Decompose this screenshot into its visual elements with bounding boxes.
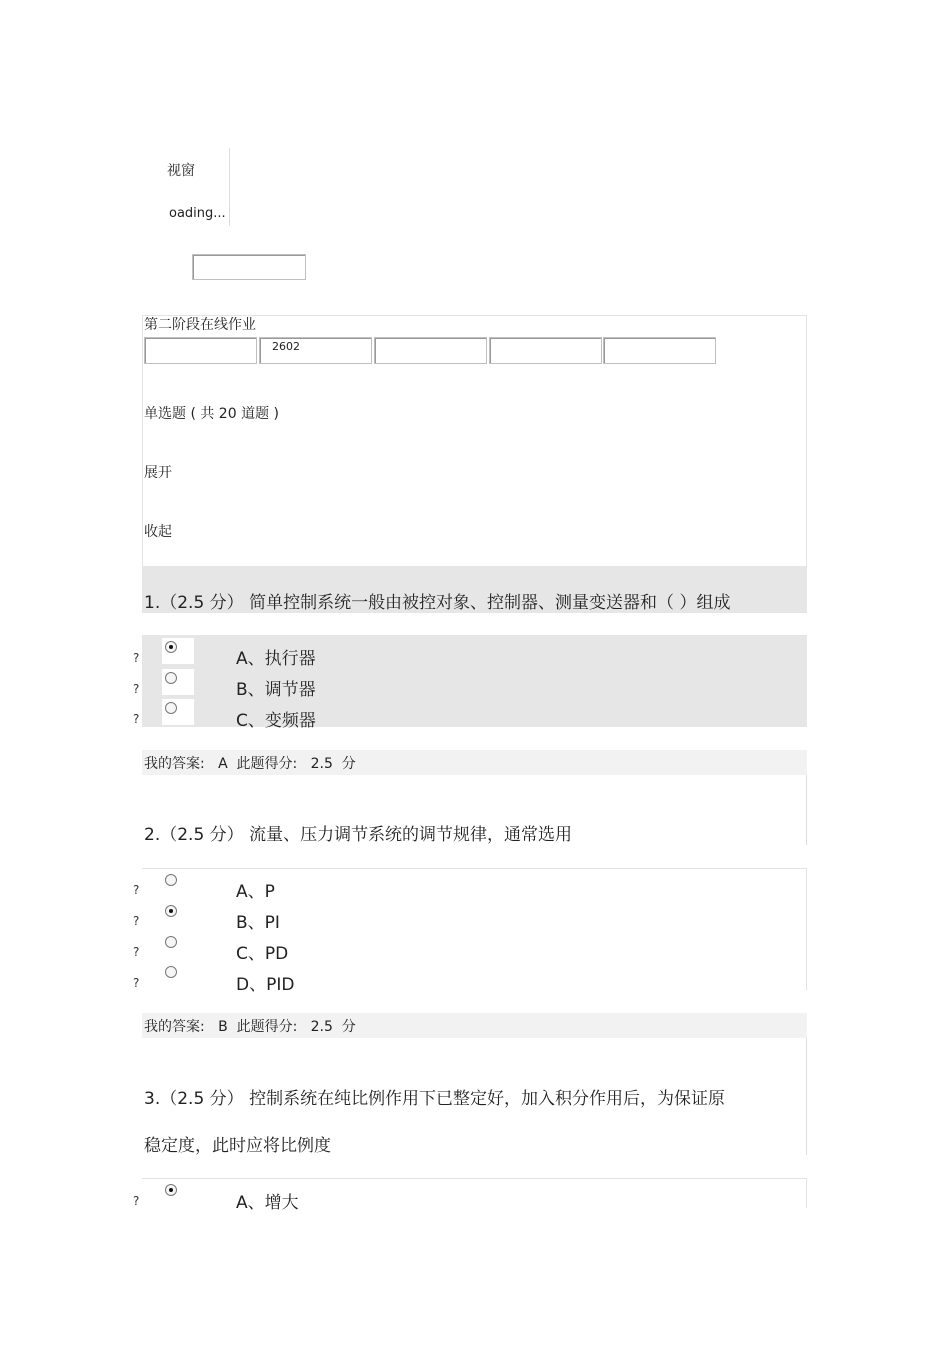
- question-3-prompt-line1: 3.（2.5 分） 控制系统在纯比例作用下已整定好，加入积分作用后，为保证原: [144, 1089, 726, 1109]
- unknown-glyph: ?: [133, 914, 140, 928]
- divider: [229, 148, 230, 226]
- assignment-title: 第二阶段在线作业: [144, 317, 256, 333]
- header-input-box[interactable]: [192, 254, 306, 280]
- unknown-glyph: ?: [133, 712, 140, 726]
- q3-option-a-radio[interactable]: [162, 1181, 194, 1207]
- collapse-link[interactable]: 收起: [144, 524, 172, 540]
- question-1-prompt: 1.（2.5 分） 简单控制系统一般由被控对象、控制器、测量变送器和（ ）组成: [144, 593, 731, 613]
- unknown-glyph: ?: [133, 1194, 140, 1208]
- unknown-glyph: ?: [133, 976, 140, 990]
- q2-option-b[interactable]: B、PI: [236, 913, 280, 933]
- q1-option-a-radio[interactable]: [162, 638, 194, 664]
- q1-option-c[interactable]: C、变频器: [236, 711, 316, 731]
- assignment-field-1[interactable]: [144, 337, 257, 364]
- question-2-prompt: 2.（2.5 分） 流量、压力调节系统的调节规律，通常选用: [144, 825, 573, 845]
- q1-option-c-radio[interactable]: [162, 699, 194, 725]
- q1-answer: 我的答案: A 此题得分: 2.5 分: [144, 756, 356, 772]
- q2-option-a[interactable]: A、P: [236, 882, 275, 902]
- q2-option-d-radio[interactable]: [162, 963, 194, 989]
- loading-text: oading...: [169, 206, 226, 221]
- q2-option-b-radio[interactable]: [162, 902, 194, 928]
- unknown-glyph: ?: [133, 945, 140, 959]
- q2-option-c[interactable]: C、PD: [236, 944, 289, 964]
- q2-answer: 我的答案: B 此题得分: 2.5 分: [144, 1019, 356, 1035]
- assignment-field-4[interactable]: [489, 337, 602, 364]
- q2-option-d[interactable]: D、PID: [236, 975, 295, 995]
- assignment-field-2[interactable]: 2602: [259, 337, 372, 364]
- unknown-glyph: ?: [133, 682, 140, 696]
- expand-link[interactable]: 展开: [144, 465, 172, 481]
- section-title: 单选题 ( 共 20 道题 ): [144, 406, 279, 422]
- assignment-field-3[interactable]: [374, 337, 487, 364]
- q2-option-a-radio[interactable]: [162, 871, 194, 897]
- window-label: 视窗: [167, 163, 195, 179]
- q2-option-c-radio[interactable]: [162, 933, 194, 959]
- q1-option-b-radio[interactable]: [162, 669, 194, 695]
- question-3-prompt-line2: 稳定度，此时应将比例度: [144, 1136, 331, 1156]
- q1-option-b[interactable]: B、调节器: [236, 680, 316, 700]
- unknown-glyph: ?: [133, 651, 140, 665]
- divider: [806, 775, 807, 845]
- divider: [806, 1038, 807, 1155]
- q3-option-a[interactable]: A、增大: [236, 1193, 299, 1213]
- unknown-glyph: ?: [133, 883, 140, 897]
- assignment-field-5[interactable]: [603, 337, 716, 364]
- q1-option-a[interactable]: A、执行器: [236, 649, 316, 669]
